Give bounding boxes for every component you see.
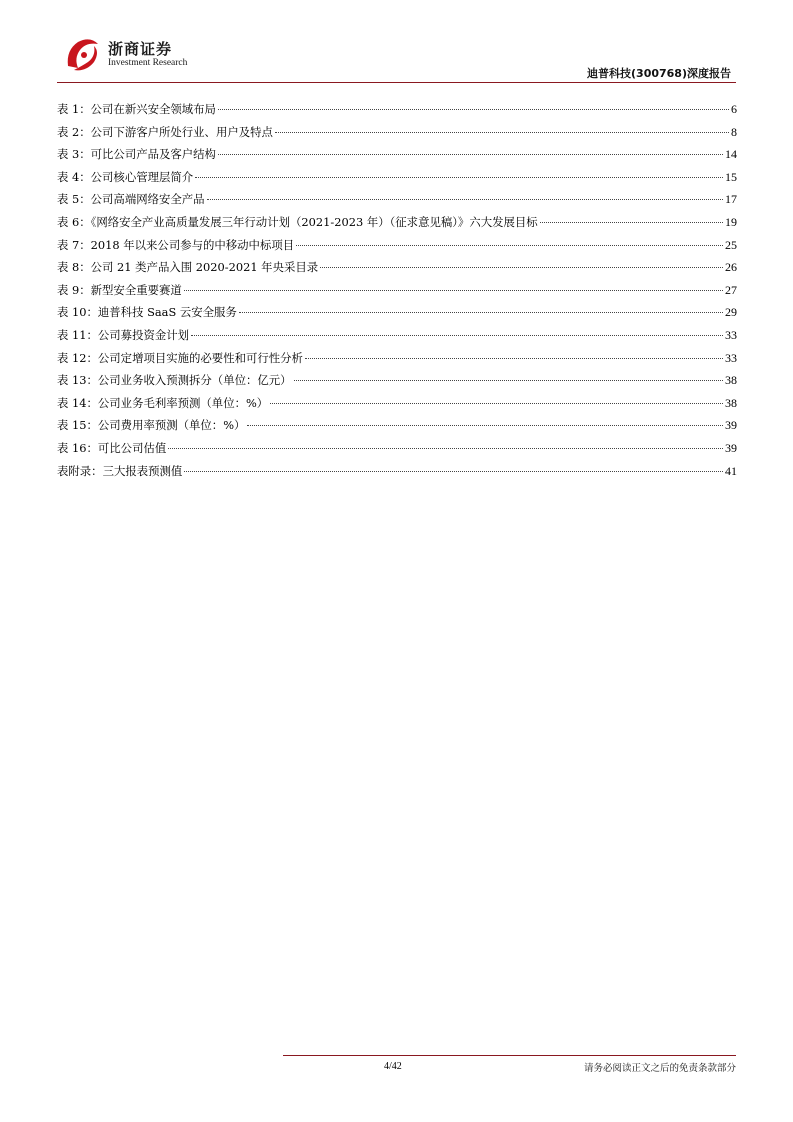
toc-entry-label: 表 4：公司核心管理层简介 [57, 169, 194, 184]
toc-entry-label: 表 5：公司高端网络安全产品 [57, 192, 205, 207]
toc-entry[interactable] [57, 143, 737, 166]
toc-entry-page: 33 [725, 350, 737, 365]
toc-entry[interactable] [57, 369, 737, 392]
toc-entry[interactable] [57, 234, 737, 257]
toc-entry[interactable] [57, 301, 737, 324]
report-title: 迪普科技(300768)深度报告 [587, 67, 731, 80]
toc-entry-label: 表 10：迪普科技 SaaS 云安全服务 [57, 305, 237, 320]
toc-entry-label: 表 16：可比公司估值 [57, 440, 167, 455]
toc-leader-dots [270, 403, 723, 404]
toc-entry-page: 33 [725, 327, 737, 342]
toc-entry[interactable] [57, 324, 737, 347]
toc-entry-label: 表 12：公司定增项目实施的必要性和可行性分析 [57, 350, 303, 365]
toc-leader-dots [184, 290, 723, 291]
toc-entry-label: 表 15：公司费用率预测（单位：%） [57, 418, 246, 433]
toc-entry-page: 38 [725, 395, 737, 410]
toc-leader-dots [294, 380, 723, 381]
toc-leader-dots [168, 448, 723, 449]
toc-entry[interactable] [57, 166, 737, 189]
toc-entry-page: 25 [725, 237, 737, 252]
toc-entry[interactable] [57, 211, 737, 234]
toc-leader-dots [305, 358, 723, 359]
toc-entry-page: 6 [731, 102, 737, 116]
page-number: 4/42 [384, 1061, 402, 1072]
toc-leader-dots [218, 154, 723, 155]
toc-entry-label: 表 3：可比公司产品及客户结构 [57, 147, 216, 162]
toc-leader-dots [247, 425, 723, 426]
logo-english-name: Investment Research [108, 58, 188, 68]
toc-entry-page: 26 [725, 260, 737, 275]
toc-entry[interactable] [57, 256, 737, 279]
toc-entry-label: 表 2：公司下游客户所处行业、用户及特点 [57, 124, 273, 139]
toc-entry[interactable] [57, 437, 737, 460]
toc-entry-page: 39 [725, 418, 737, 433]
toc-entry-label: 表附录：三大报表预测值 [57, 463, 183, 478]
logo-chinese-name: 浙商证券 [108, 40, 173, 58]
toc-entry-label: 表 1：公司在新兴安全领域布局 [57, 102, 216, 116]
toc-leader-dots [540, 222, 723, 223]
toc-entry-label: 表 9：新型安全重要赛道 [57, 282, 182, 297]
toc-leader-dots [207, 199, 723, 200]
toc-entry[interactable] [57, 188, 737, 211]
toc-leader-dots [239, 312, 723, 313]
toc-entry[interactable] [57, 414, 737, 437]
toc-entry-page: 39 [725, 440, 737, 455]
toc-entry[interactable] [57, 392, 737, 415]
toc-entry-label: 表 6：《网络安全产业高质量发展三年行动计划（2021-2023 年）（征求意见稿）》六大发展目标 [57, 214, 538, 229]
toc-entry[interactable] [57, 279, 737, 302]
toc-entry-label: 表 7：2018 年以来公司参与的中移动中标项目 [57, 237, 295, 252]
toc-entry[interactable] [57, 98, 737, 121]
brand-logo [64, 36, 224, 76]
toc-leader-dots [184, 471, 723, 472]
toc-leader-dots [218, 109, 729, 110]
toc-entry-page: 29 [725, 305, 737, 320]
toc-entry[interactable] [57, 460, 737, 483]
toc-leader-dots [320, 267, 723, 268]
disclaimer-text: 请务必阅读正文之后的免责条款部分 [583, 1063, 736, 1074]
toc-entry[interactable] [57, 347, 737, 370]
toc-entry-page: 14 [725, 147, 737, 162]
toc-entry[interactable] [57, 121, 737, 144]
toc-entry-label: 表 8：公司 21 类产品入围 2020-2021 年央采目录 [57, 260, 319, 275]
toc-leader-dots [296, 245, 723, 246]
toc-entry-page: 8 [731, 124, 737, 139]
toc-entry-page: 19 [725, 214, 737, 229]
toc-entry-page: 38 [725, 373, 737, 388]
table-of-tables [57, 98, 737, 482]
toc-entry-page: 15 [725, 169, 737, 184]
toc-leader-dots [275, 132, 729, 133]
toc-entry-label: 表 11：公司募投资金计划 [57, 327, 190, 342]
footer-divider [283, 1055, 736, 1056]
toc-entry-label: 表 13：公司业务收入预测拆分（单位：亿元） [57, 373, 292, 388]
toc-entry-label: 表 14：公司业务毛利率预测（单位：%） [57, 395, 269, 410]
toc-leader-dots [191, 335, 723, 336]
header-divider [57, 82, 736, 83]
toc-leader-dots [195, 177, 723, 178]
zheshang-logo-icon [64, 36, 102, 74]
toc-entry-page: 41 [725, 463, 737, 478]
toc-entry-page: 17 [725, 192, 737, 207]
toc-entry-page: 27 [725, 282, 737, 297]
